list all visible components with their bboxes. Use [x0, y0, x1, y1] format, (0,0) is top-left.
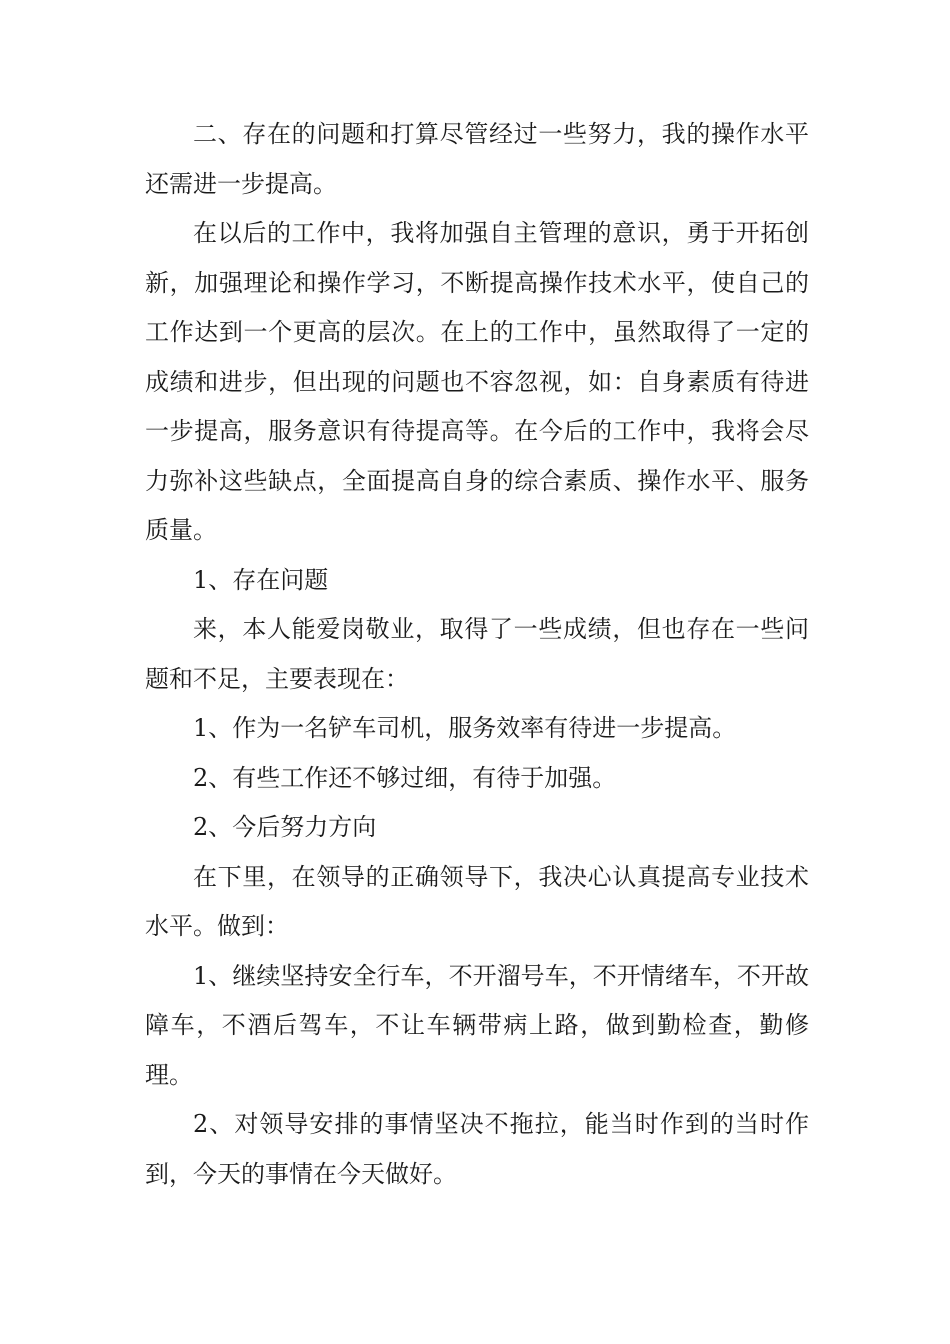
list-item-direction-1: 1、继续坚持安全行车，不开溜号车，不开情绪车，不开故障车，不酒后驾车，不让车辆带病上路，做到勤检查，勤修理。 — [145, 961, 809, 1089]
list-item-direction-2: 2、对领导安排的事情坚决不拖拉，能当时作到的当时作到，今天的事情在今天做好。 — [145, 1110, 809, 1188]
list-item-problem-2: 2、有些工作还不够过细，有待于加强。 — [193, 763, 617, 792]
paragraph-problems-intro: 来，本人能爱岗敬业，取得了一些成绩，但也存在一些问题和不足，主要表现在： — [145, 615, 809, 693]
paragraph-direction-intro: 在下里，在领导的正确领导下，我决心认真提高专业技术水平。做到： — [145, 862, 809, 940]
document-body — [145, 110, 809, 1199]
paragraph-problems-and-plans: 二、存在的问题和打算尽管经过一些努力，我的操作水平还需进一步提高。 — [145, 120, 809, 198]
paragraph-future-work: 在以后的工作中，我将加强自主管理的意识，勇于开拓创新，加强理论和操作学习，不断提高操作技术水平，使自己的工作达到一个更高的层次。在上的工作中，虽然取得了一定的成绩和进步，但出现的问题也不容忽视，如：自身素质有待进一步提高，服务意识有待提高等。在今后的工作中，我将会尽力弥补这些缺点，全面提高自身的综合素质、操作水平、服务质量。 — [145, 219, 809, 544]
heading-future-direction: 2、今后努力方向 — [193, 813, 377, 841]
list-item-problem-1: 1、作为一名铲车司机，服务效率有待进一步提高。 — [193, 714, 737, 742]
heading-existing-problems: 1、存在问题 — [193, 565, 329, 594]
